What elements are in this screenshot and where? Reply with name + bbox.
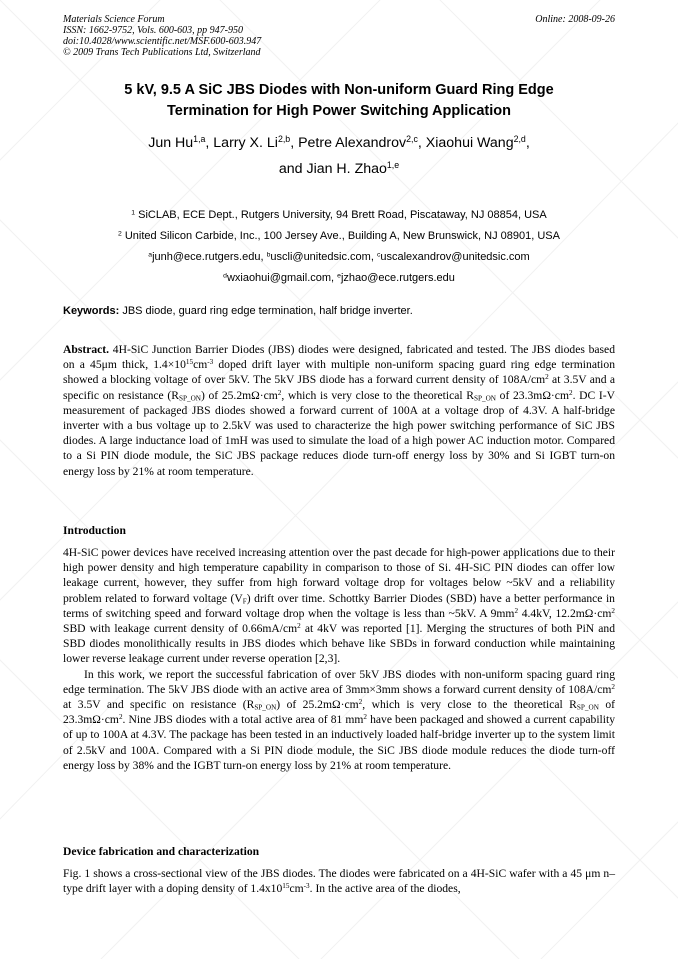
paper-title: [63, 80, 615, 122]
keywords: [63, 304, 615, 319]
author-name: Xiaohui Wang: [425, 135, 514, 151]
abstract-text: cm: [193, 358, 208, 372]
author-line-2: [63, 156, 615, 182]
affiliation-text: United Silicon Carbide, Inc., 100 Jersey Ave., Building A, New Brunswick, NJ 08901, USA: [124, 230, 560, 242]
exponent: 2: [611, 682, 615, 691]
exponent: 2: [611, 606, 616, 615]
abstract-paragraph: [63, 342, 615, 479]
copyright-line: © 2009 Trans Tech Publications Ltd, Switzerland: [63, 47, 261, 58]
affil-mark: 2: [118, 230, 122, 238]
body-text: 4.4kV, 12.2mΩ·cm: [518, 606, 612, 620]
affiliation-1: [63, 205, 615, 226]
abstract-label: Abstract.: [63, 343, 110, 356]
exponent: -3: [207, 358, 214, 367]
body-text: at 3.5V and specific on resistance (R: [63, 698, 255, 712]
body-text: of 23.3mΩ·cm: [63, 698, 615, 727]
journal-header: [63, 14, 615, 58]
exponent: 2: [545, 373, 549, 382]
subscript: SP_ON: [178, 394, 201, 403]
email-line-1: $^a$junh@ece.rutgers.edu, $^b$uscli@unitedsic.com, $^c$uscalexandrov@unitedsic.com: [148, 251, 530, 263]
abstract-text: . DC I-V measurement of packaged JBS diodes showed a forward current of 100A at a voltage drop of 4.3V. A half-bridge inverter with a bus voltage up to 2.5kV was used to characterize the high power switching performance of SiC JBS diodes. A large inductance load of 1mH was used to simulate the load of a high power AC induction motor. Compared to a Si PIN diode module, the SiC JBS package reduces diode turn-off energy loss by 30% and Si IGBT turn-on energy loss by 21% at room temperature.: [63, 388, 616, 478]
issn-line: ISSN: 1662-9752, Vols. 600-603, pp 947-950: [63, 25, 243, 36]
abstract-text: of 23.3mΩ·cm: [496, 388, 569, 402]
exponent: 2: [277, 388, 282, 397]
author-affil-mark: 2,c: [406, 134, 418, 145]
exponent: 15: [185, 358, 194, 367]
email-mark: d: [223, 272, 227, 280]
exponent: 2: [568, 388, 573, 397]
body-text: . In the active area of the diodes,: [309, 882, 461, 896]
keywords-label: Keywords:: [63, 305, 120, 317]
body-text: ) drift over time. Schottky Barrier Diodes (SBD) have a better performance in terms of switching speed and forward voltage drop when the voltage is less than ~5kV. A 9mm: [63, 591, 615, 620]
body-text: have been packaged and showed a current capability of up to 100A at 4.3V. The package has been tested in an inductively loaded half-bridge inverter up to the system limit of 2.5kV and 100A. Compared with a Si PIN diode module, the SiC JBS diode module reduces the diode turn-off energy loss by 38% and the IGBT turn-on energy loss by 21% at room temperature.: [63, 713, 616, 772]
body-text: cm: [289, 882, 304, 896]
introduction-heading: Introduction: [63, 524, 126, 537]
subscript: F: [242, 597, 247, 606]
author-affil-mark: 2,d: [513, 134, 526, 145]
abstract-text: doped drift layer with multiple non-uniform spacing guard ring edge termination showed a blocking voltage of over 5kV. The 5kV JBS diode has a forward current density of 108A/cm: [63, 358, 615, 387]
intro-paragraph-1: [63, 545, 615, 667]
online-date: Online: 2008-09-26: [535, 14, 615, 25]
email-address: uscalexandrov@unitedsic.com: [380, 251, 530, 263]
author-affil-mark: 1,e: [386, 160, 400, 171]
body-text: ) of 25.2mΩ·cm: [276, 698, 359, 712]
exponent: -3: [303, 882, 310, 891]
body-text: In this work, we report the successful fabrication of over 5kV JBS diodes with non-uniform spacing guard ring edge termination. The 5kV JBS diode with an active area of 3mm×3mm shows a forward current density of 108A/cm: [63, 667, 615, 696]
affiliations: [63, 205, 615, 289]
subscript: SP_ON: [576, 703, 599, 712]
affil-mark: 1: [131, 209, 136, 217]
email-address: uscli@unitedsic.com: [270, 251, 371, 263]
email-mark: b: [266, 251, 271, 259]
device-heading: Device fabrication and characterization: [63, 845, 260, 858]
abstract-section: [63, 342, 615, 479]
body-text: , which is very close to the theoretical R: [362, 698, 577, 712]
exponent: 2: [363, 713, 368, 722]
journal-name: Materials Science Forum: [63, 14, 165, 25]
subscript: SP_ON: [474, 394, 496, 403]
affiliation-2: [63, 226, 615, 247]
author-line-1: Jun Hu$^{1,a}$, Larry X. Li$^{2,b}$, Petre Alexandrov$^{2,c}$, Xiaohui Wang$^{2,d}$,: [148, 134, 530, 151]
device-section: [63, 866, 615, 896]
email-line-2: $^d$wxiaohui@gmail.com, $^e$jzhao@ece.rutgers.edu: [223, 272, 455, 284]
title-line-1: 5 kV, 9.5 A SiC JBS Diodes with Non-uniform Guard Ring Edge: [124, 82, 554, 98]
abstract-text: at 3.5V and a specific on resistance (R: [63, 373, 615, 402]
body-text: at 4kV was reported [1]. Merging the structures of both PiN and SBD diodes monolithically results in JBS diodes which behave like SBDs in forward conduction while maintaining lower reverse leakage current under reverse operation [2,3].: [63, 622, 615, 666]
author-name: Petre Alexandrov: [298, 135, 407, 151]
abstract-text: , which is very close to the theoretical R: [281, 388, 475, 402]
subscript: SP_ON: [254, 703, 277, 712]
body-text: 4H-SiC power devices have received increasing attention over the past decade for high-power applications due to their high power density and high temperature capability in comparison to those of Si. 4H-SiC PIN diodes can offer low leakage current, however, they suffer from high forward voltage drop for voltages below ~5kV and a reliability problem related to forward voltage (V: [63, 546, 615, 605]
author-affil-mark: 1,a: [193, 134, 206, 145]
doi-line: doi:10.4028/www.scientific.net/MSF.600-603.947: [63, 36, 262, 47]
title-line-2: Termination for High Power Switching Application: [167, 103, 511, 119]
body-text: Fig. 1 shows a cross-sectional view of the JBS diodes. The diodes were fabricated on a 4H-SiC wafer with a 45 μm n–type drift layer with a doping density of 1.4x10: [63, 867, 615, 896]
abstract-text: 4H-SiC Junction Barrier Diodes (JBS) diodes were designed, fabricated and tested. The JBS diodes based on a 45μm thick, 1.4×10: [63, 343, 615, 372]
affiliation-text: SiCLAB, ECE Dept., Rutgers University, 94 Brett Road, Piscataway, NJ 08854, USA: [138, 209, 547, 221]
exponent: 15: [282, 882, 290, 891]
introduction-section: [63, 545, 615, 773]
intro-paragraph-2: [63, 667, 615, 773]
exponent: 2: [297, 622, 301, 631]
device-paragraph-1: [63, 866, 615, 896]
author-name: Jian H. Zhao: [306, 161, 387, 177]
exponent: 2: [514, 606, 519, 615]
email-mark: a: [148, 251, 153, 259]
email-address: wxiaohui@gmail.com: [226, 272, 332, 284]
body-text: SBD with leakage current density of 0.66mA/cm: [63, 622, 298, 636]
abstract-text: ) of 25.2mΩ·cm: [200, 388, 278, 402]
email-address: jzhao@ece.rutgers.edu: [340, 272, 455, 284]
keywords-text: JBS diode, guard ring edge termination, half bridge inverter.: [122, 305, 413, 317]
exponent: 2: [358, 698, 363, 707]
email-address: junh@ece.rutgers.edu: [152, 251, 261, 263]
email-mark: c: [376, 251, 381, 259]
author-name: Jun Hu: [148, 135, 194, 151]
email-mark: e: [337, 272, 341, 280]
author-list: [63, 130, 615, 182]
author-conjunction: and: [278, 161, 303, 177]
exponent: 2: [118, 713, 123, 722]
author-name: Larry X. Li: [213, 135, 278, 151]
author-affil-mark: 2,b: [277, 134, 291, 145]
body-text: . Nine JBS diodes with a total active area of 81 mm: [122, 713, 364, 727]
